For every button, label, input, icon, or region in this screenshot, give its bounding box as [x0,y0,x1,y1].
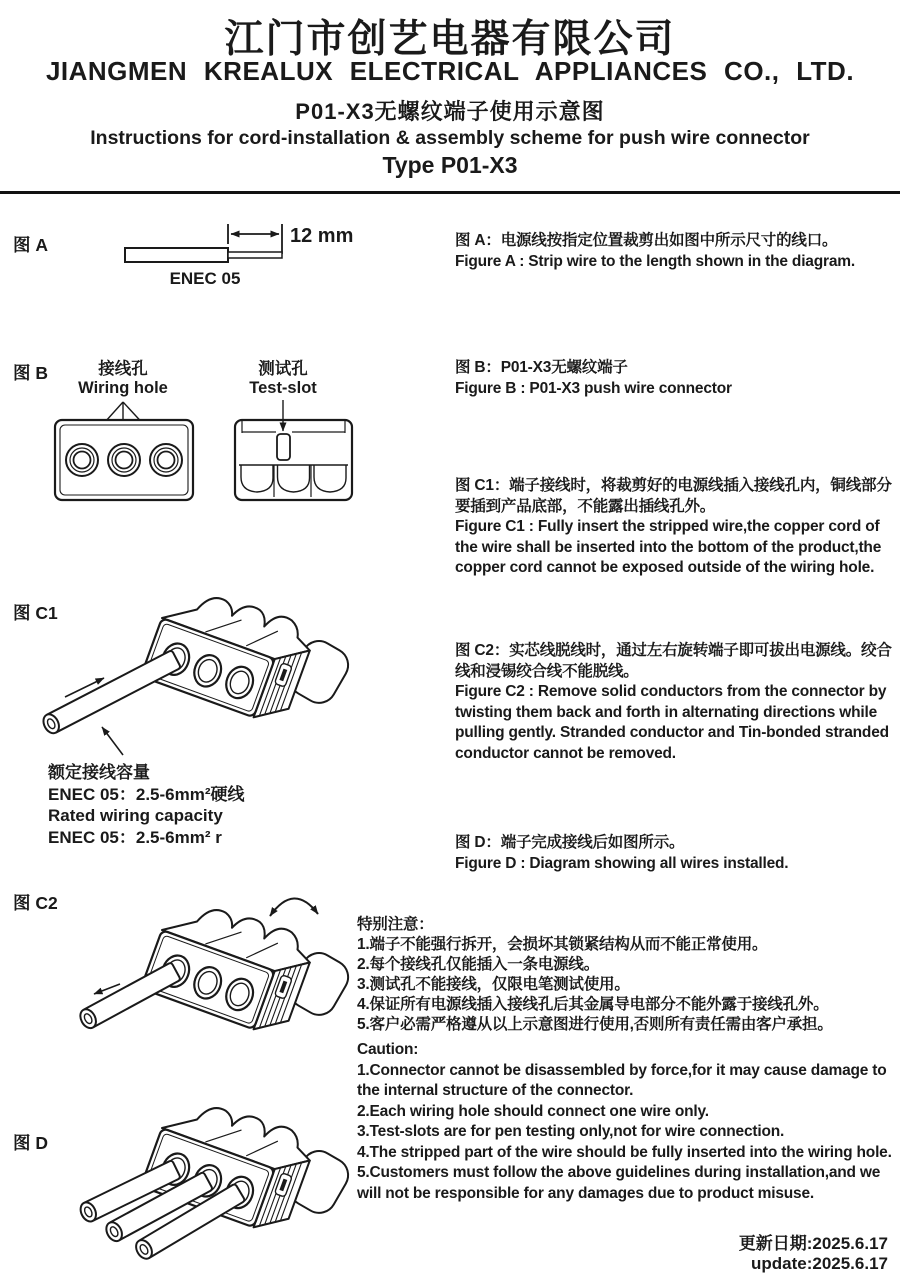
front-view [55,420,193,500]
update-date-en: update:2025.6.17 [750,1254,888,1273]
figure-b-caption-en: Figure B : P01-X3 push wire connector [455,379,732,397]
rated-line-1: 额定接线容量 [48,763,150,782]
notes-en-item: 4.The stripped part of the wire should be fully inserted into the wiring hole. [357,1143,892,1161]
wire-drawing [125,248,282,262]
wiring-hole-label-cn: 接线孔 [98,360,148,378]
figure-c2-label: 图 C2 [13,893,58,913]
header-divider [0,191,900,194]
update-date [739,1234,888,1274]
notes-cn-item: 1.端子不能强行拆开，会损坏其锁紧结构从而不能正常使用。 [357,936,768,953]
figure-d-diagram [20,1095,380,1278]
figure-b-diagram [30,358,380,508]
figure-a-caption [455,231,900,272]
figure-d-caption-en: Figure D : Diagram showing all wires installed. [455,854,789,872]
figure-c2-caption-en: Figure C2 : Remove solid conductors from the connector by twisting them back and forth in alternating directions while pulling gently. Stranded conductor and Tin-bonded stranded conductor cannot be removed. [455,683,889,762]
figure-d-caption-cn: 图 D：端子完成接线后如图所示。 [455,834,685,851]
figure-c1-caption [455,476,900,579]
notes-cn-item: 4.保证所有电源线插入接线孔后其金属导电部分不能外露于接线孔外。 [357,996,829,1013]
wire-type-label: ENEC 05 [169,269,241,288]
figure-c2-caption-cn: 图 C2：实芯线脱线时，通过左右旋转端子即可拔出电源线。绞合线和浸锡绞合线不能脱线。 [455,642,892,680]
company-name-cn: 江门市创艺电器有限公司 [224,18,676,61]
notes-cn-item: 2.每个接线孔仅能插入一条电源线。 [357,956,600,973]
figure-c1-caption-cn: 图 C1：端子接线时，将裁剪好的电源线插入接线孔内，铜线部分要插到产品底部，不能露出插线孔外。 [455,477,892,515]
figure-a-caption-cn: 图 A：电源线按指定位置裁剪出如图中所示尺寸的线口。 [455,232,838,249]
figure-a-diagram [110,218,370,293]
figure-a-label: 图 A [13,235,48,255]
type-label: Type P01-X3 [382,152,518,178]
notes-en-item: 2.Each wiring hole should connect one wire only. [357,1102,709,1120]
rated-line-3: Rated wiring capacity [48,806,223,825]
notes-en-item: 5.Customers must follow the above guidelines during installation,and we will not be responsible for any damages due to product misuse. [357,1164,881,1202]
subtitle-cn: P01-X3无螺纹端子使用示意图 [295,99,605,124]
test-slot-label-en: Test-slot [249,379,317,397]
rated-line-2: ENEC 05：2.5-6mm²硬线 [48,784,245,804]
notes-cn-item: 3.测试孔不能接线，仅限电笔测试使用。 [357,976,630,993]
rated-line-4: ENEC 05：2.5-6mm² r [48,827,222,847]
figure-d-label: 图 D [13,1133,48,1153]
figure-c1-label: 图 C1 [13,603,58,623]
rated-capacity [48,762,245,848]
wiring-hole-label-en: Wiring hole [78,379,168,397]
wire-inserted [40,650,181,736]
notes-cn-item: 5.客户必需严格遵从以上示意图进行使用,否则所有责任需由客户承担。 [357,1016,833,1033]
notes-en-item: 1.Connector cannot be disassembled by force,for it may cause damage to the internal structure of the connector. [357,1061,887,1099]
dimension-label: 12 mm [290,225,354,247]
caution-notes-en [357,1040,900,1204]
figure-a-caption-en: Figure A : Strip wire to the length shown in the diagram. [455,252,855,270]
notes-en-title: Caution: [357,1041,419,1058]
update-date-cn: 更新日期:2025.6.17 [738,1234,888,1253]
figure-c2-diagram [30,880,380,1080]
test-slot-label-cn: 测试孔 [258,360,308,378]
notes-en-item: 3.Test-slots are for pen testing only,not for wire connection. [357,1123,785,1140]
strip-dimension [228,224,282,254]
subtitle-en: Instructions for cord-installation & assembly scheme for push wire connector [90,127,810,149]
figure-b-caption [455,358,900,399]
twist-rotation-arrow [270,898,318,916]
figure-c2-caption [455,641,900,764]
figure-d-caption [455,833,900,874]
figure-c1-diagram [30,585,365,770]
notes-cn-title: 特别注意： [357,916,434,933]
figure-b-label: 图 B [13,363,48,383]
back-view [235,420,352,500]
special-notes-cn [357,915,900,1035]
figure-b-caption-cn: 图 B：P01-X3无螺纹端子 [455,359,628,376]
figure-c1-caption-en: Figure C1 : Fully insert the stripped wire,the copper cord of the wire shall be inserted into the bottom of the product,the copper cord cannot be exposed outside of the wiring hole. [455,518,882,576]
wire-pointer-arrow [102,727,123,755]
company-name-en: JIANGMEN KREALUX ELECTRICAL APPLIANCES CO., LTD. [45,56,855,86]
